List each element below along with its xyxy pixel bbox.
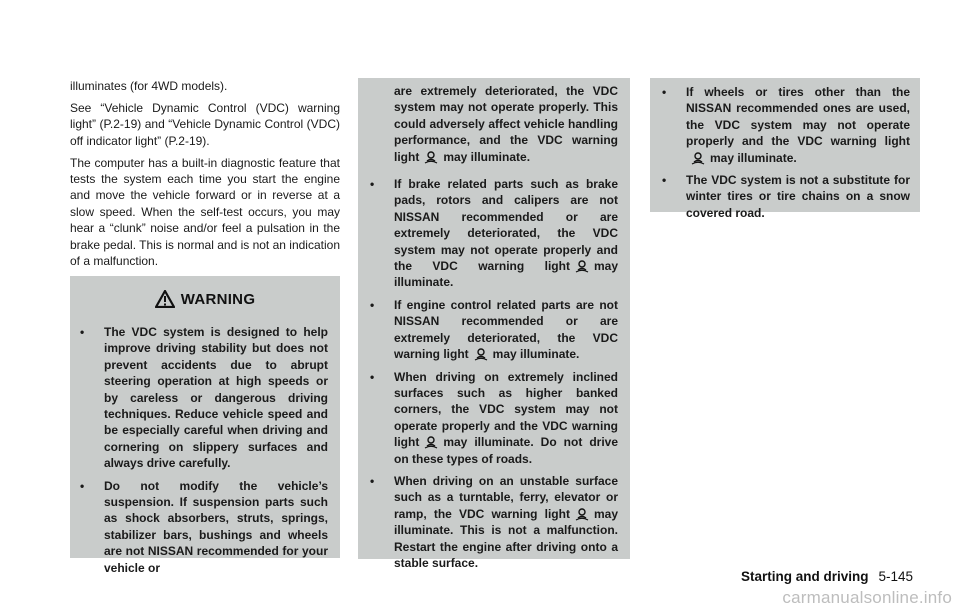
warning-box-right: [650, 78, 920, 220]
continued-text: [358, 78, 630, 165]
warning-list: [650, 78, 920, 221]
list-item: [394, 369, 618, 467]
warning-list: [70, 316, 340, 576]
vdc-warning-light-icon: [472, 347, 490, 361]
list-item: [686, 172, 910, 221]
text-part: When driving on an unstable surface such as a turntable, ferry, elevator or ramp, the VDC warning light: [394, 473, 618, 521]
paragraph: The computer has a built-in diagnostic feature that tests the system each time you start the engine and move the vehicle forward or in reverse at a slow speed. When the self-test occurs, you may hear a “clunk” noise and/or feel a pulsation in the brake pedal. This is normal and is not an indication of a malfunction.: [70, 155, 340, 269]
intro-text: [70, 78, 340, 275]
text-part: When driving on extremely inclined surfaces such as higher banked corners, the VDC system may not operate properly and the VDC warning light: [394, 369, 618, 450]
list-item: • The VDC system is designed to help improve driving stability but does not prevent accidents due to abrupt steering operation at high speeds or by careless or dangerous driving techniques. Reduce vehicle speed and be especially careful when driving and cornering on slippery surfaces and always drive carefully.: [104, 324, 328, 472]
text-part: The VDC system is not a substitute for winter tires or tire chains on a snow covered road.: [686, 173, 910, 220]
list-item: • Do not modify the vehicle’s suspension. If suspension parts such as shock absorbers, struts, springs, stabilizer bars, bushings and wheels are not NISSAN recommended for your vehicle or: [104, 478, 328, 576]
vdc-warning-light-icon: [573, 507, 591, 521]
warning-heading: [70, 282, 340, 316]
text-part: If brake related parts such as brake pads, rotors and calipers are not NISSAN recommended or are extremely deteriorated, the VDC system may not operate properly and the VDC warning light: [394, 177, 618, 274]
text-part: may illuminate.: [443, 149, 531, 164]
warning-triangle-icon: [155, 290, 175, 308]
text-part: If wheels or tires other than the NISSAN recommended ones are used, the VDC system may not operate properly and the VDC warning light: [686, 85, 910, 149]
text-part: may illuminate.: [710, 150, 797, 165]
paragraph: See “Vehicle Dynamic Control (VDC) warning light” (P.2-19) and “Vehicle Dynamic Control (VDC) off indicator light” (P.2-19).: [70, 100, 340, 148]
paragraph: illuminates (for 4WD models).: [70, 79, 228, 93]
list-item: [394, 176, 618, 291]
page-footer: [741, 569, 913, 584]
warning-title: WARNING: [180, 290, 256, 308]
text-part: If engine control related parts are not NISSAN recommended or are extremely deteriorated, the VDC warning light: [394, 297, 618, 362]
vdc-warning-light-icon: [422, 150, 440, 164]
page-number: 5-145: [878, 569, 914, 584]
text-part: may illuminate.: [394, 259, 618, 290]
vdc-warning-light-icon: [573, 259, 591, 273]
list-item: [394, 297, 618, 363]
section-title: Starting and driving: [741, 569, 869, 584]
vdc-warning-light-icon: [422, 435, 440, 449]
text-part: may illuminate.: [492, 347, 580, 362]
list-item: [394, 473, 618, 571]
warning-box-continued: [358, 78, 630, 570]
text-part: may illuminate. Do not drive on these types of roads.: [394, 435, 618, 466]
list-item: [686, 84, 910, 166]
warning-box: [70, 276, 340, 575]
text-part: may illuminate. This is not a malfunction. Restart the engine after driving onto a stable surface.: [394, 506, 618, 570]
warning-list: [358, 171, 630, 571]
text-part: are extremely deteriorated, the VDC system may not operate properly. This could adversely affect vehicle handling performance, and the VDC warning light: [394, 84, 618, 164]
vdc-warning-light-icon: [689, 151, 707, 165]
watermark: carmanualsonline.info: [782, 588, 952, 607]
